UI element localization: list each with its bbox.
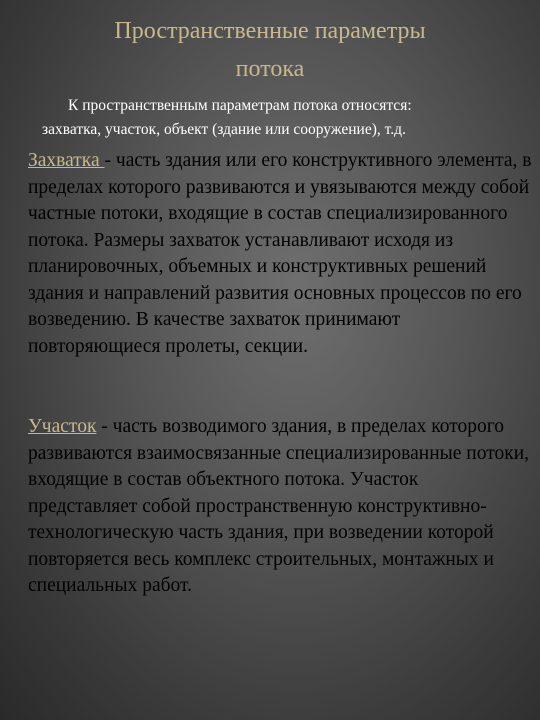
title-line-2: потока	[235, 56, 305, 82]
definition-zakhvatka: - часть здания или его конструктивного элемента, в пределах которого развиваются и увязываются между собой частные потоки, входящие в состав специализированного потока. Размеры захваток устанавливают исходя из планировочных, объемных и конструктивных решений здания и направлений развития основных процессов по его возведению. В качестве захваток принимают повторяющиеся пролеты, секции.	[28, 150, 532, 357]
intro-text	[28, 94, 534, 142]
paragraph-uchastok	[28, 414, 532, 600]
term-zakhvatka: Захватка	[28, 150, 105, 171]
paragraph-zakhvatka	[28, 148, 532, 360]
title-line-1: Пространственные параметры	[114, 18, 426, 44]
intro-line-1: К пространственным параметрам потока относятся:	[68, 97, 412, 114]
definition-uchastok: - часть возводимого здания, в пределах которого развиваются взаимосвязанные специализированные потоки, входящие в состав объектного потока. Участок представляет собой пространственную конструктивно-технологическую часть здания, при возведении которой повторяется весь комплекс строительных, монтажных и специальных работ.	[28, 416, 530, 596]
intro-line-2: захватка, участок, объект (здание или сооружение), т.д.	[42, 121, 406, 138]
slide-title	[0, 12, 540, 88]
term-uchastok: Участок	[28, 416, 97, 437]
